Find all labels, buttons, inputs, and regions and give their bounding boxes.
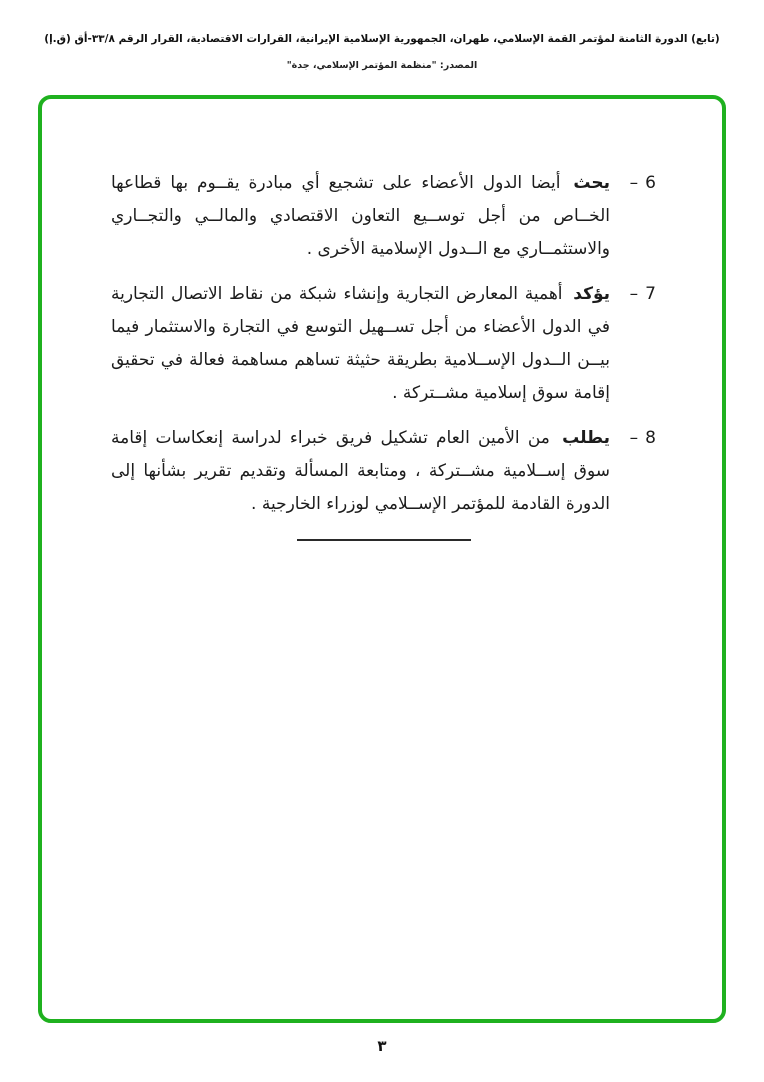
- resolution-item: [111, 278, 656, 410]
- divider-line: [297, 539, 471, 541]
- resolution-item: [111, 422, 656, 521]
- paragraph-text: [111, 167, 610, 266]
- paragraph-number: 6: [645, 173, 656, 193]
- paragraph-marker: [610, 278, 656, 410]
- paragraph-number: 7: [645, 284, 656, 304]
- marker-dash: –: [629, 428, 639, 448]
- paragraph-body: أهمية المعارض التجارية وإنشاء شبكة من نقاط الاتصال التجارية في الدول الأعضاء من أجل تســهيل التوسع في التجارة والاستثمار فيما بيــن الــدول الإســلامية بطريقة حثيثة تساهم مساهمة فعالة في تحقيق إقامة سوق إسلامية مشــتركة .: [111, 284, 610, 403]
- resolution-content: [111, 167, 656, 541]
- marker-dash: –: [629, 284, 639, 304]
- paragraph-lead-word: يحث: [573, 173, 611, 193]
- paragraph-marker: [610, 422, 656, 521]
- paragraph-lead-word: يؤكد: [573, 284, 610, 304]
- resolution-item: [111, 167, 656, 266]
- paragraph-marker: [610, 167, 656, 266]
- source-line: المصدر: "منظمة المؤتمر الإسلامي، جدة": [286, 60, 478, 71]
- page-number: ٣: [377, 1037, 387, 1055]
- paragraph-text: [111, 422, 610, 521]
- paragraph-text: [111, 278, 610, 410]
- green-border-frame: [38, 95, 726, 1023]
- paragraph-body: أيضا الدول الأعضاء على تشجيع أي مبادرة يقــوم بها قطاعها الخــاص من أجل توســيع التعاون الاقتصادي والمالــي والتجــاري والاستثمــاري مع الــدول الإسلامية الأخرى .: [111, 173, 610, 259]
- document-header: (تابع) الدورة الثامنة لمؤتمر القمة الإسلامي، طهران، الجمهورية الإسلامية الإيرانية، القرارات الاقتصادية، القرار الرقم ٣٣/٨-أق (ق.إ): [44, 33, 720, 45]
- paragraph-number: 8: [645, 428, 656, 448]
- paragraph-body: من الأمين العام تشكيل فريق خبراء لدراسة إنعكاسات إقامة سوق إســلامية مشــتركة ، ومتابعة المسألة وتقديم تقرير بشأنها إلى الدورة القادمة للمؤتمر الإســلامي لوزراء الخارجية .: [111, 428, 610, 514]
- paragraph-lead-word: يطلب: [562, 428, 610, 448]
- marker-dash: –: [629, 173, 639, 193]
